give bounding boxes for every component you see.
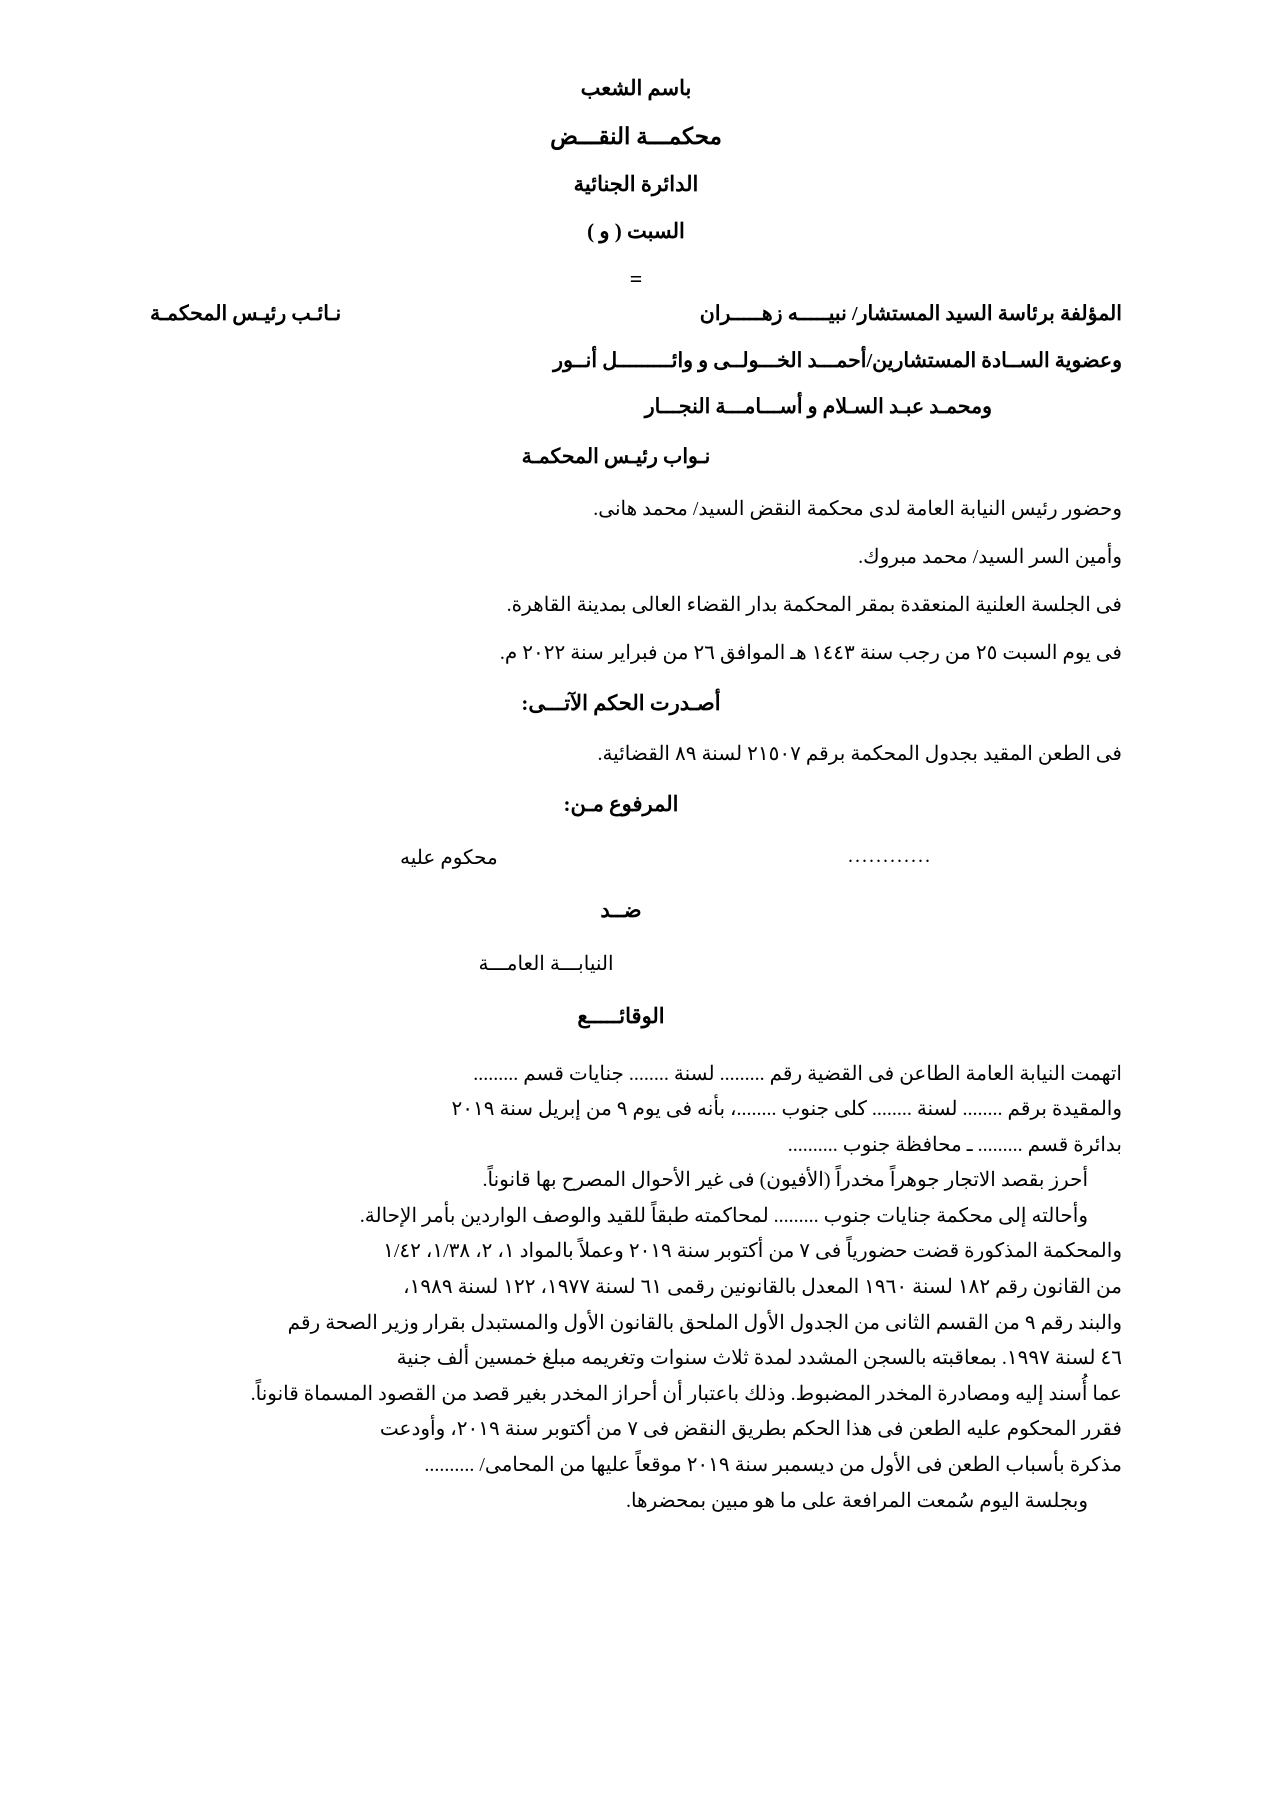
facts-charge-paragraph: أحرز بقصد الاتجار جوهراً مخدراً (الأفيون) فى غير الأحوال المصرح بها قانوناً.	[482, 1169, 1088, 1192]
officials-block	[150, 499, 1122, 567]
session-block	[150, 595, 1122, 663]
panel-members-names-2: ومحمـد عبـد السـلام و أســـامـــة النجـــار	[644, 396, 992, 418]
court-name-title: محكمـــة النقـــض	[550, 124, 722, 149]
panel-president-row	[150, 304, 1122, 325]
facts-referral-paragraph: وأحالته إلى محكمة جنايات جنوب ......... لمحاكمته طبقاً للقيد والوصف الواردين بأمر الإحالة.	[359, 1204, 1088, 1227]
facts-verdict-line-1: والمحكمة المذكورة قضت حضورياً فى ٧ من أكتوبر سنة ٢٠١٩ وعملاً بالمواد ١، ٢، ١/٣٨، ١/٤٢	[383, 1240, 1122, 1263]
panel-members-row-1	[150, 351, 1122, 372]
appellant-role-label: محكوم عليه	[400, 846, 498, 869]
appellant-name-placeholder: ............	[848, 844, 932, 867]
facts-paragraph-1-line-1: اتهمت النيابة العامة الطاعن فى القضية رقم ......... لسنة ........ جنايات قسم .........	[473, 1062, 1122, 1085]
facts-paragraph-1-line-3: بدائرة قسم ......... ـ محافظة جنوب ..........	[787, 1133, 1122, 1156]
case-registration-line: فى الطعن المقيد بجدول المحكمة برقم ٢١٥٠٧ لسنة ٨٩ القضائية.	[597, 742, 1122, 765]
facts-appeal-line-1: فقرر المحكوم عليه الطعن فى هذا الحكم بطريق النقض فى ٧ من أكتوبر سنة ٢٠١٩، وأودعت	[379, 1418, 1122, 1441]
secretary-line: وأمين السر السيد/ محمد مبروك.	[858, 545, 1122, 568]
facts-appeal-line-2: مذكرة بأسباب الطعن فى الأول من ديسمبر سنة ٢٠١٩ موقعاً عليها من المحامى/ ..........	[424, 1454, 1122, 1477]
appellant-row	[150, 845, 1122, 870]
document-header	[150, 78, 1122, 290]
filed-by-label: المرفوع مـن:	[563, 791, 679, 816]
in-name-of-people-line: باسم الشعب	[580, 76, 692, 100]
ruling-intro-heading: أصـدرت الحكم الآتـــى:	[521, 690, 721, 715]
facts-hearing-paragraph: وبجلسة اليوم سُمعت المرافعة على ما هو مبين بمحضرها.	[625, 1489, 1088, 1512]
prosecution-attendance-line: وحضور رئيس النيابة العامة لدى محكمة النقض السيد/ محمد هانى.	[593, 497, 1122, 520]
panel-composition	[150, 304, 1122, 469]
facts-heading: الوقائـــــع	[577, 1003, 665, 1028]
panel-members-names-1: وعضوية الســادة المستشارين/أحمـــد الخـــولــى و وائـــــــــل أنــور	[553, 349, 1122, 372]
facts-paragraph-1-line-2: والمقيدة برقم ........ لسنة ........ كلى جنوب ........، بأنه فى يوم ٩ من إبريل سنة ٢٠١٩	[451, 1098, 1122, 1121]
facts-verdict-line-3: والبند رقم ٩ من القسم الثانى من الجدول الأول الملحق بالقانون الأول والمستبدل بقرار وزير الصحة رقم	[287, 1311, 1122, 1334]
parties-block	[150, 792, 1122, 976]
panel-president-name: المؤلفة برئاسة السيد المستشار/ نبيـــــه زهـــــران	[699, 303, 1122, 325]
respondent-name: النيابـــة العامـــة	[478, 952, 614, 975]
session-day-label: السبت ( و )	[587, 219, 685, 243]
facts-verdict-line-4: ٤٦ لسنة ١٩٩٧. بمعاقبته بالسجن المشدد لمدة ثلاث سنوات وتغريمه مبلغ خمسين ألف جنية	[396, 1347, 1122, 1370]
chamber-name: الدائرة الجنائية	[573, 172, 699, 196]
versus-label: ضــد	[600, 897, 642, 922]
session-venue-line: فى الجلسة العلنية المنعقدة بمقر المحكمة بدار القضاء العالى بمدينة القاهرة.	[506, 593, 1122, 616]
facts-verdict-line-2: من القانون رقم ١٨٢ لسنة ١٩٦٠ المعدل بالقانونين رقمى ٦١ لسنة ١٩٧٧، ١٢٢ لسنة ١٩٨٩،	[403, 1276, 1122, 1299]
facts-verdict-line-5: عما أُسند إليه ومصادرة المخدر المضبوط. وذلك باعتبار أن أحراز المخدر بغير قصد من القصود المسماة قانوناً.	[250, 1382, 1122, 1405]
session-date-line: فى يوم السبت ٢٥ من رجب سنة ١٤٤٣ هـ الموافق ٢٦ من فبراير سنة ٢٠٢٢ م.	[499, 641, 1122, 664]
panel-members-title: نـواب رئيـس المحكمـة	[521, 445, 711, 468]
panel-president-title: نـائـب رئيـس المحكمـة	[150, 303, 342, 325]
header-divider: =	[629, 266, 643, 291]
panel-members-row-2	[150, 397, 1122, 418]
facts-body	[150, 1057, 1122, 1520]
